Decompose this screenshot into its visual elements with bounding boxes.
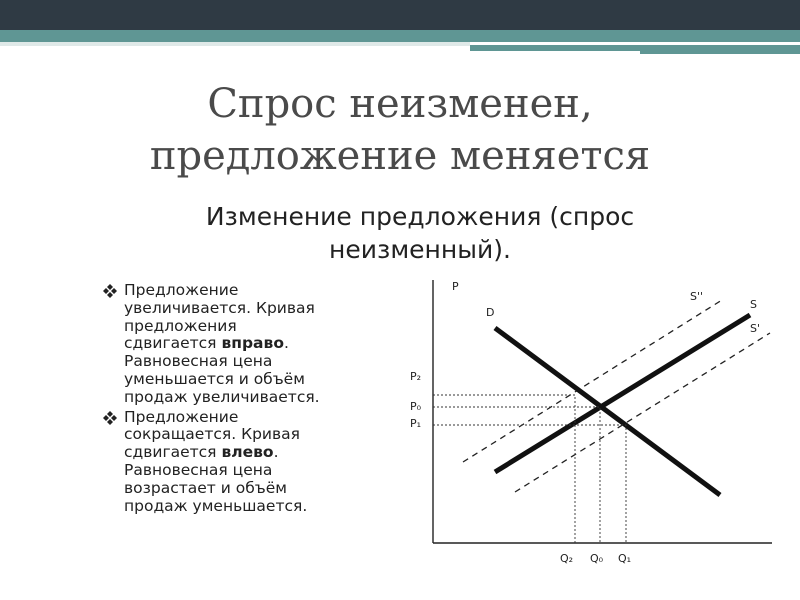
supply-curve-right [515, 333, 770, 492]
diagram-heading-line-1: Изменение предложения (спрос [205, 202, 635, 231]
supply-right-label: S' [750, 322, 761, 335]
diamond-cluster-icon [102, 283, 118, 299]
slide-title-line-1: Спрос неизменен, [207, 81, 593, 127]
bullet-2-line-3-end: . [273, 443, 279, 462]
bullet-1-line-5: Равновесная цена [124, 352, 273, 371]
price-p0-label: P₀ [410, 400, 422, 413]
quantity-q2-label: Q₂ [560, 552, 574, 565]
bullet-2-line-4: Равновесная цена [124, 460, 273, 479]
bullet-2-line-6: продаж уменьшается. [124, 496, 308, 515]
supply-label: S [750, 298, 757, 311]
slide-title-line-2: предложение меняется [149, 133, 651, 179]
price-p1-label: P₁ [410, 417, 422, 430]
bullet-1-direction: вправо [221, 334, 284, 353]
supply-curve-left [463, 300, 722, 462]
bullet-1-line-2: увеличивается. Кривая [124, 298, 315, 317]
bullet-1-line-7: продаж увеличивается. [124, 387, 320, 406]
bullet-1-line-4-end: . [283, 334, 289, 353]
slide-title [0, 78, 800, 182]
quantity-q0-label: Q₀ [590, 552, 604, 565]
bullet-supply-decrease [100, 409, 400, 516]
diagram-heading-line-2: неизменный). [329, 235, 511, 264]
bullet-2-direction: влево [221, 443, 274, 462]
quantity-q1-label: Q₁ [618, 552, 632, 565]
bullet-1-line-3: предложения [124, 316, 237, 335]
bullet-1-line-6: уменьшается и объём [124, 369, 305, 388]
header-accent-line-thin [640, 51, 800, 54]
guide-p1-q1 [433, 425, 626, 543]
bullet-supply-increase [100, 282, 400, 407]
bullet-2-line-1: Предложение [124, 407, 239, 426]
price-axis-label: P [452, 280, 459, 293]
bullet-2-line-2: сокращается. Кривая [124, 425, 300, 444]
bullet-1-line-4 [124, 335, 400, 353]
supply-left-label: S'' [690, 290, 704, 303]
header-decoration [0, 0, 800, 60]
bullet-list [100, 282, 400, 517]
header-pale-band [0, 42, 470, 46]
header-teal-band [0, 30, 800, 42]
header-dark-band [0, 0, 800, 30]
bullet-1-line-4-text: сдвигается [124, 334, 222, 353]
bullet-2-line-3-text: сдвигается [124, 443, 222, 462]
price-p2-label: P₂ [410, 370, 422, 383]
diagram-heading [120, 200, 720, 266]
bullet-2-line-3 [124, 444, 400, 462]
demand-label: D [486, 306, 495, 319]
bullet-2-line-5: возрастает и объём [124, 478, 287, 497]
supply-demand-graph [400, 270, 800, 600]
bullet-1-line-1: Предложение [124, 281, 239, 299]
diamond-cluster-icon [102, 410, 118, 426]
supply-curve [495, 315, 750, 472]
